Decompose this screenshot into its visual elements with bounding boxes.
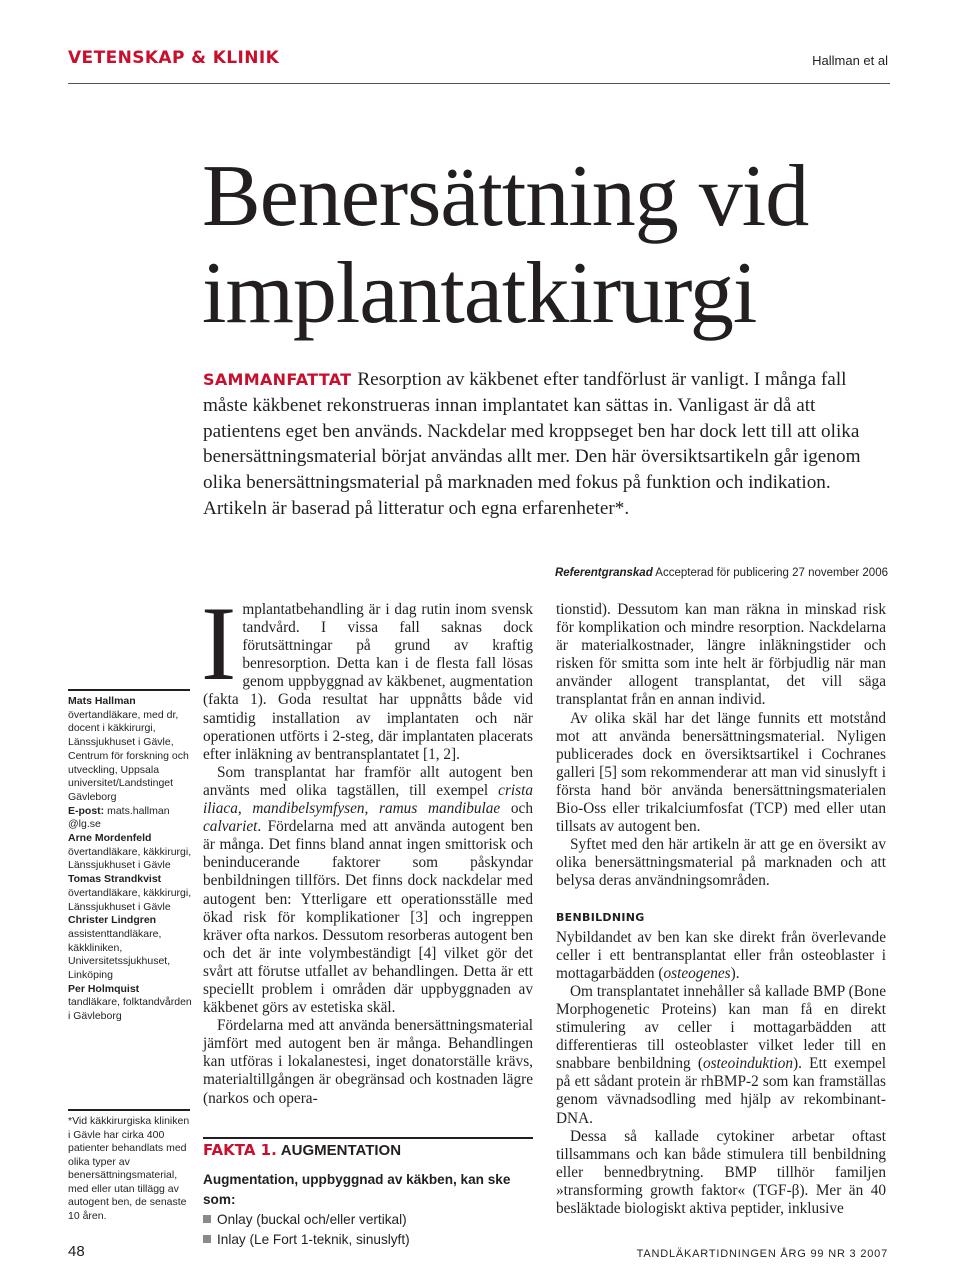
emphasis: osteogenes <box>663 964 731 982</box>
author-name: Tomas Strandkvist <box>68 873 162 886</box>
author-name: Per Holmquist <box>68 982 140 995</box>
abstract-lead: SAMMANFATTAT <box>203 370 352 389</box>
author-role: övertandläkare, med dr, docent i käkkirurgi, Länssjukhuset i Gävle, Centrum för forskning och utveckling, Uppsala universitet/Landstinget Gävleborg <box>68 708 189 803</box>
author-list <box>68 695 192 1024</box>
paragraph <box>203 764 533 1017</box>
paragraph: Syftet med den här artikeln är att ge en översikt av olika benersättningsmaterial på marknaden och att belysa deras användningsområden. <box>556 836 886 890</box>
author-name: Christer Lindgren <box>68 914 157 927</box>
paragraph <box>201 585 533 764</box>
author-email <box>68 805 192 832</box>
fact-box-item <box>203 1230 533 1250</box>
fact-box-title: AUGMENTATION <box>280 1142 402 1159</box>
paragraph: Dessa så kallade cytokiner arbetar oftast tillsammans och kan både stimulera till benbildning eller bennedbrytning. BMP tillhör familjen »transforming growth faktor« (TGF-β). Mer än 40 besläktade biologiskt aktiva peptider, inklusive <box>556 1127 886 1217</box>
paragraph-text: ). Ett exempel på ett sådant protein är rhBMP-2 som kan framställas genom vävnadsodling med hjälp av rekombinant-DNA. <box>556 1055 886 1127</box>
email-label: E-post: <box>68 804 105 817</box>
footnote-rule <box>68 1109 190 1111</box>
footnote: *Vid käkkirurgiska kliniken i Gävle har cirka 400 patienter behandlats med olika typer av benersättningsmaterial, med eller utan tillägg av autogent ben, de senaste 10 åren. <box>68 1115 190 1222</box>
author-role: övertandläkare, käkkirurgi, Länssjukhuset i Gävle <box>68 886 192 913</box>
journal-footer: TANDLÄKARTIDNINGEN ÅRG 99 NR 3 2007 <box>636 1248 888 1260</box>
fact-box-label: FAKTA 1. <box>203 1141 277 1159</box>
body-column-1 <box>201 585 533 1108</box>
paragraph: Fördelarna med att använda benersättningsmaterial jämfört med autogent ben är många. Behandlingen kan utföras i lokalanestesi, inget donatorställe krävs, materialtillgången är obegränsad och kostnaden lägre (narkos och opera- <box>203 1017 533 1107</box>
fact-box-rule <box>203 1137 533 1139</box>
paragraph-text: ). <box>730 964 740 982</box>
author-role: tandläkare, folktandvården i Gävleborg <box>68 996 192 1023</box>
paragraph: Av olika skäl har det länge funnits ett motstånd mot att använda benersättningsmaterial. Nyligen publicerades dock en översiktsartikel i Cochranes galleri [5] som rekommenderar att man vid sinuslyft i första hand bör använda benersättningsmaterialen Bio-Oss eller trikalciumfosfat (TCP) med eller utan tillsats av autogent ben. <box>556 709 886 836</box>
paragraph-text: mplantatbehandling är i dag rutin inom svensk tandvård. I vissa fall saknas dock förutsättningar på grund av kraftig benresorption. Detta kan i de flesta fall lösas genom uppbyggnad av käkbenet, augmentation (fakta 1). Goda resultat har uppnåtts både vid samtidig installation av implantaten och när operationen utförts i 2-steg, där implantaten placerats efter inläkning av bentransplantatet [1, 2]. <box>203 601 533 763</box>
emphasis: osteoinduktion <box>702 1055 794 1073</box>
article-title: Benersättning vid implantatkirurgi <box>202 148 809 342</box>
fact-box-lead: Augmentation, uppbyggnad av käkben, kan ske som: <box>203 1172 511 1207</box>
fact-box-item-text: Inlay (Le Fort 1-teknik, sinuslyft) <box>217 1232 410 1247</box>
review-text: Accepterad för publicering 27 november 2006 <box>655 567 888 579</box>
page-number: 48 <box>68 1243 85 1260</box>
fact-box-item <box>203 1210 533 1230</box>
paragraph-text: Som transplantat har framför allt autogent ben använts med olika tagställen, till exempel <box>203 763 533 799</box>
body-column-2 <box>556 601 886 1218</box>
emphasis: crista iliaca, mandibelsymfysen, ramus mandibulae <box>203 781 533 818</box>
review-note <box>555 567 888 579</box>
paragraph-text: och <box>500 800 533 818</box>
abstract-text: Resorption av käkbenet efter tandförlust är vanligt. I många fall måste käkbenet rekonstrueras innan implantatet kan sättas in. Vanligast är då att patientens eget ben används. Nackdelar med kroppseget ben har dock lett till att olika benersättningsmaterial börjat användas allt mer. Den här översiktsartikeln går igenom olika benersättningsmaterial på marknaden med fokus på funktion och indikation. Artikeln är baserad på litteratur och egna erfarenheter*. <box>203 369 861 519</box>
author-name: Mats Hallman <box>68 695 136 707</box>
paragraph-text: Nybildandet av ben kan ske direkt från överlevande celler i ett bentransplantat eller från osteoblaster i mottagarbädden ( <box>556 928 886 982</box>
bullet-square-icon <box>203 1235 211 1243</box>
emphasis: calvariet <box>203 818 258 836</box>
author-name: Arne Mordenfeld <box>68 832 152 845</box>
author-role: assistenttandläkare, käkkliniken, Universitetssjukhuset, Linköping <box>68 927 171 982</box>
paragraph-text: Om transplantatet innehåller så kallade BMP (Bone Morphogenetic Proteins) kan man få en direkt stimulering av celler i mottagarbädden att differentieras till osteoblaster vilket leder till en snabbare benbildning ( <box>556 982 886 1073</box>
review-label: Referentgranskad <box>554 567 653 579</box>
fact-box-item-text: Onlay (buckal och/eller vertikal) <box>217 1212 407 1227</box>
paragraph-text: . Fördelarna med att använda autogent ben är många. Det finns bland annat ingen smittorisk och beninducerande faktorer som påskyndar benbildningen tillförs. Det finns dock nackdelar med autogent ben: Ytterligare ett operationsställe med ökad risk för komplikationer [3] och ingreppen kräver ofta narkos. Dessutom resorberas autogent ben och det är inte volymbeständigt [4] vilket gör det svårt att förutse utfallet av behandlingen. Detta är ett speciellt problem i områden där uppbyggnaden av käkbenet görs av estetiska skäl. <box>203 818 533 1017</box>
subheading: BENBILDNING <box>556 910 645 924</box>
fact-box <box>203 1170 533 1250</box>
header-rule <box>68 83 890 84</box>
bullet-square-icon <box>203 1215 211 1223</box>
author-role: övertandläkare, käkkirurgi, Länssjukhuset i Gävle <box>68 845 192 872</box>
sidebar-rule <box>68 689 190 691</box>
email-value: mats.hallman @lg.se <box>68 804 170 831</box>
fact-box-heading <box>203 1141 401 1159</box>
paragraph <box>556 983 886 1128</box>
abstract <box>203 367 893 522</box>
running-header-authors: Hallman et al <box>812 53 888 68</box>
section-label: VETENSKAP & KLINIK <box>68 48 280 68</box>
drop-cap: I <box>201 585 237 702</box>
paragraph <box>556 929 886 983</box>
paragraph: tionstid). Dessutom kan man räkna in minskad risk för komplikation och mindre resorption. Nackdelarna är materialkostnader, längre inläkningstider och risken för smitta som inte helt är förbjudlig när man använder allogent transplantat, det vill säga transplantat från en annan individ. <box>556 601 886 709</box>
